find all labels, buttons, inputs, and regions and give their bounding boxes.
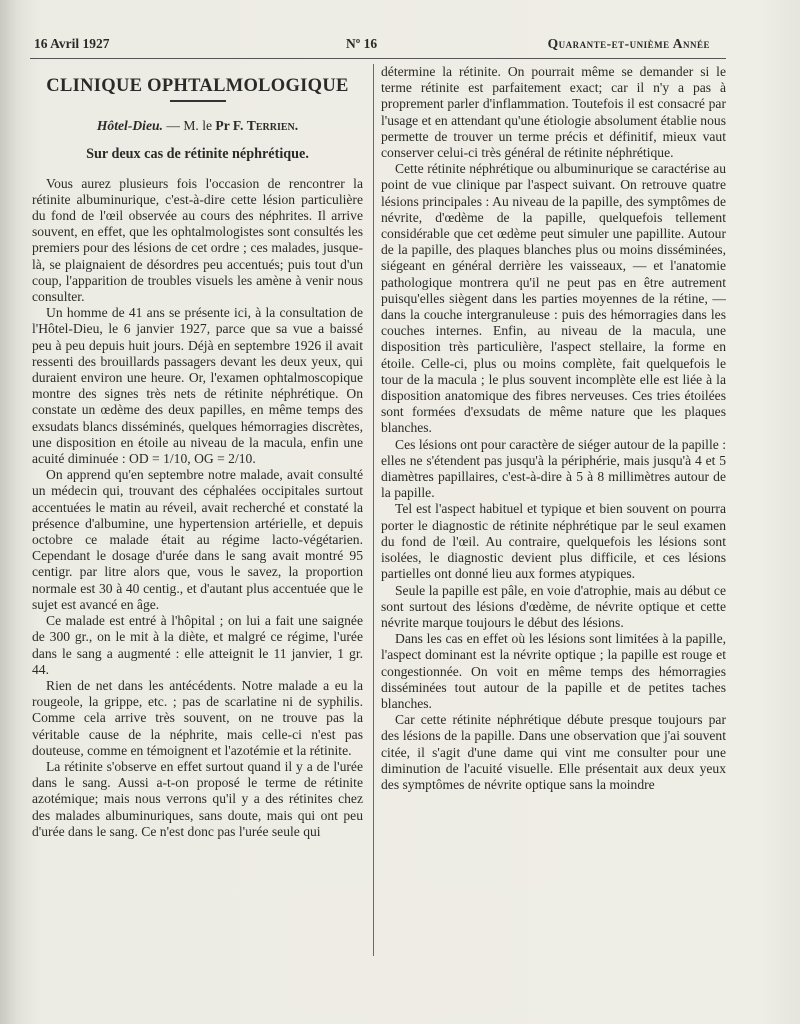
header-rule	[30, 58, 726, 59]
byline-dash: — M. le	[162, 118, 216, 134]
right-column	[381, 64, 726, 793]
byline-place: Hôtel-Dieu.	[96, 118, 163, 134]
paragraph: Ce malade est entré à l'hôpital ; on lui a fait une saignée de 300 gr., on le mit à la diète, et malgré ce régime, l'urée dans le sang a augmenté : elle atteignit le 11 janvier, 1 gr. 44.	[32, 613, 363, 677]
paragraph: On apprend qu'en septembre notre malade, avait consulté un médecin qui, trouvant des céphalées occipitales surtout accentuées le matin au réveil, avait recherché et constaté la présence d'albumine, une hypertension artérielle, et depuis octobre ce malade était au régime lacto-végétarien. Cependant le dosage d'urée dans le sang avait montré 95 centigr. par litre alors que, vous le savez, la proportion normale est 30 à 40 centig., et d'autant plus accentuée que le sujet est avancé en âge.	[32, 467, 363, 612]
paragraph: Car cette rétinite néphrétique débute presque toujours par des lésions de la papille. Dans une observation que j'ai souvent citée, il s'agit d'une dame qui vint me consulter pour une diminution de l'acuité visuelle. Elle présentait aux deux yeux des symptômes de névrite optique sans la moindre	[381, 712, 726, 792]
left-column	[32, 64, 363, 840]
paragraph: Tel est l'aspect habituel et typique et bien souvent on pourra porter le diagnostic de rétinite néphrétique par le seul examen du fond de l'œil. Au contraire, quelquefois les lésions sont isolées, le diagnostic devient plus difficile, et ces lésions partielles ont donné lieu aux formes atypiques.	[381, 501, 726, 582]
paragraph: La rétinite s'observe en effet surtout quand il y a de l'urée dans le sang. Aussi a-t-on proposé le terme de rétinite azotémique; mais nous verrons qu'il y a des rétinites chez des malades albuminuriques, sans doute, mais qui ont peu d'urée dans le sang. Ce n'est donc pas l'urée seule qui	[32, 758, 363, 839]
title-rule	[170, 100, 226, 102]
article-title: CLINIQUE OPHTALMOLOGIQUE	[46, 76, 349, 96]
issue-number: Nº 16	[346, 36, 378, 51]
paragraph: Un homme de 41 ans se présente ici, à la consultation de l'Hôtel-Dieu, le 6 janvier 1927, parce que sa vue a baissé peu à peu depuis huit jours. Déjà en septembre 1926 il avait ressenti des brouillards passagers devant les deux yeux, qui duraient environ une heure. Or, l'examen ophtalmoscopique montre des signes très nets de rétinite néphrétique. On constate un œdème des deux papilles, en même temps des exsudats blancs disséminés, quelques hémorragies discrètes, une disposition en étoile au niveau de la macula, enfin une acuité diminuée : OD = 1/10, OG = 2/10.	[32, 305, 363, 467]
paragraph: Dans les cas en effet où les lésions sont limitées à la papille, l'aspect dominant est la névrite optique ; la papille est rouge et congestionnée. On voit en même temps des hémorragies disséminées tout autour de la papille et de petites taches blanches.	[381, 631, 726, 711]
issue-year: Quarante-et-unième Année	[547, 36, 710, 51]
paragraph: Seule la papille est pâle, en voie d'atrophie, mais au début ce sont surtout des lésions d'œdème, de névrite optique et cette névrite marque toujours le début des lésions.	[381, 582, 726, 630]
column-divider	[373, 64, 374, 956]
running-header	[34, 36, 710, 54]
byline	[32, 118, 363, 134]
byline-name: Terrien.	[246, 118, 299, 134]
paragraph: Ces lésions ont pour caractère de siéger autour de la papille : elles ne s'étendent pas jusqu'à la périphérie, mais jusqu'à 4 et 5 diamètres papillaires, c'est-à-dire à 5 à 8 millimètres autour de la papille.	[381, 436, 726, 501]
article-subtitle: Sur deux cas de rétinite néphrétique.	[86, 146, 309, 163]
paragraph-continued: détermine la rétinite. On pourrait même se demander si le terme rétinite est parfaitement exact; car il n'y a pas à proprement parler d'inflammation. Toutefois il est consacré par l'usage et en attendant qu'une étiologie absolument établie nous permette de trouver un terme précis et définitif, mieux vaut conserver celui-ci très général de rétinite néphrétique.	[381, 64, 726, 161]
issue-date: 16 Avril 1927	[34, 36, 110, 51]
byline-prof: Pr F.	[215, 118, 247, 134]
paragraph: Vous aurez plusieurs fois l'occasion de rencontrer la rétinite albuminurique, c'est-à-dire cette lésion particulière du fond de l'œil observée au cours des néphrites. Il arrive souvent, en effet, que les ophtalmologistes sont consultés les premiers pour des lésions de cet ordre ; ces malades, jusque-là, se plaignaient de désordres peu accentués; puis tout d'un coup, l'apparition de troubles visuels les amène à venir nous consulter.	[32, 175, 363, 305]
paragraph: Cette rétinite néphrétique ou albuminurique se caractérise au point de vue clinique par l'aspect suivant. On retrouve quatre lésions principales : Au niveau de la papille, des symptômes de névrite, d'œdème de la papille, quelquefois tellement considérable que cet œdème peut simuler une papillite. Autour de la papille, des plaques blanches plus ou moins disséminées, siégeant en général derrière les vaisseaux, — et l'anatomie pathologique montrera qu'il ne peut pas en être autrement puisqu'elles siègent dans les parties moyennes de la rétine, — dans la couche intergranuleuse : puis des hémorragies dans les couches internes. Enfin, au niveau de la macula, une disposition très particulière, l'aspect stellaire, la forme en étoile. Celle-ci, plus ou moins complète, fait quelquefois le tour de la macula ; le plus souvent incomplète elle est liée à la disposition anatomique des fibres nerveuses. Ces tries étoilées sont formées d'exsudats de même nature que les plaques blanches.	[381, 161, 726, 436]
paragraph: Rien de net dans les antécédents. Notre malade a eu la rougeole, la grippe, etc. ; pas de scarlatine ni de syphilis. Comme cela arrive très souvent, on ne trouve pas la véritable cause de la néphrite, mais celle-ci n'est pas douteuse, comme en témoignent et l'azotémie et la rétinite.	[32, 677, 363, 758]
